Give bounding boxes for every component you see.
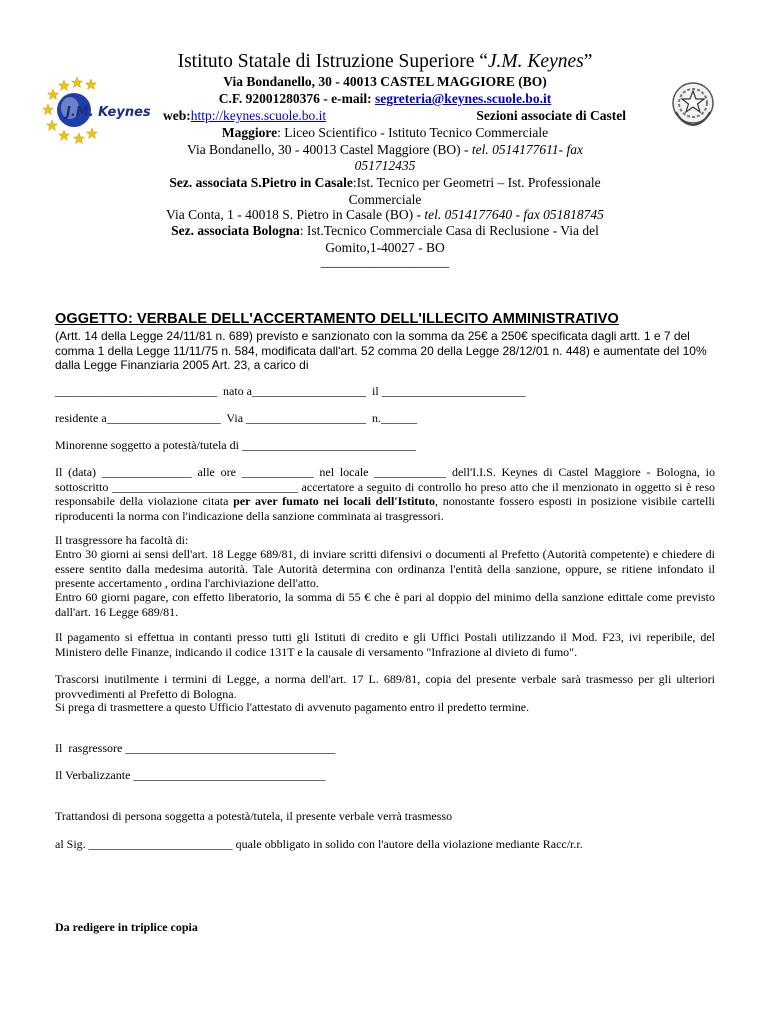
maggiore-address: Via Bondanello, 30 - 40013 Castel Maggiore (BO) - tel. 0514177611- fax <box>187 142 583 157</box>
copies-note: Da redigere in triplice copia <box>55 920 198 934</box>
subject-heading: OGGETTO: VERBALE DELL'ACCERTAMENTO DELL'ILLECITO AMMINISTRATIVO <box>55 311 619 327</box>
payment-paragraph: Il pagamento si effettua in contanti presso tutti gli Istituti di credito e gli Uffici Postali utilizzando il Mod. F23, ivi reperibile, del Ministero delle Finanze, indicando il codice 131T e la causale di versamento "Infrazione al divieto di fumo". <box>55 630 715 659</box>
rights-paragraph-2: Entro 60 giorni pagare, con effetto liberatorio, la somma di 55 € che è pari al doppio del minimo della sanzione edittale come previsto dall'art. 16 Legge 689/81. <box>55 590 715 619</box>
pietro-line-2: Commerciale <box>348 192 422 207</box>
sezioni-label: Sezioni associate di Castel <box>476 108 626 123</box>
maggiore-line: Maggiore: Liceo Scientifico - Istituto Tecnico Commerciale <box>221 125 549 140</box>
rights-paragraph-1: Entro 30 giorni ai sensi dell'art. 18 Legge 689/81, di inviare scritti difensivi o documenti al Prefetto (Autorità competente) e chiedere di essere sentito dalla medesima autorità. Tale Autorità determina con ordinanza l'entità della sanzione, oppure, se ritiene infondato il presente accertamento , ordina l'archiviazione dell'atto. <box>55 547 715 590</box>
offender-signature-line: Il rasgressore ___________________________________ <box>55 741 336 755</box>
institute-address: Via Bondanello, 30 - 40013 CASTEL MAGGIORE (BO) <box>223 74 547 89</box>
institute-cf-email: C.F. 92001280376 - e-mail: segreteria@keynes.scuole.bo.it <box>218 91 552 106</box>
institute-title: Istituto Statale di Istruzione Superiore “J.M. Keynes” <box>177 51 593 72</box>
republic-emblem-icon <box>670 78 716 128</box>
report-paragraph: Il (data) _______________ alle ore ____________ nel locale ____________ dell'I.I.S. Keynes di Castel Maggiore - Bologna, io sottoscritto _______________________________ accertatore a seguito di controllo ho preso atto che il menzionato in oggetto si è reso responsabile della violazione citata per aver fumato nei locali dell'Istituto, nonostante fossero esposti in posizione visibile cartelli riproducenti la norma con l'indicazione della sanzione comminata ai trasgressori. <box>55 465 715 523</box>
guardian-recipient-line: al Sig. ________________________ quale obbligato in solido con l'autore della violazione mediante Racc/r.r. <box>55 837 583 851</box>
terms-paragraph: Trascorsi inutilmente i termini di Legge, a norma dell'art. 17 L. 689/81, copia del presente verbale sarà trasmesso per gli ulteriori provvedimenti al Prefetto di Bologna. <box>55 672 715 701</box>
logo-text: J.M. Keynes <box>66 105 151 120</box>
email-link[interactable]: segreteria@keynes.scuole.bo.it <box>375 91 552 106</box>
web-link[interactable]: http://keynes.scuole.bo.it <box>190 108 327 123</box>
legal-intro: (Artt. 14 della Legge 24/11/81 n. 689) previsto e sanzionato con la somma da 25€ a 250€ specificata dagli artt. 1 e 7 del comma 1 della Legge 11/11/75 n. 584, modificata dall'art. 52 comma 20 della Legge 28/12/01 n. 448) e aumentate del 10% dalla Legge Finanziaria 2005 Art. 23, a carico di <box>55 329 707 372</box>
bologna-line-2: Gomito,1-40027 - BO <box>325 240 445 255</box>
attestation-paragraph: Si prega di trasmettere a questo Ufficio l'attestato di avvenuto pagamento entro il predetto termine. <box>55 700 530 714</box>
keynes-logo <box>44 76 151 146</box>
guardian-notice: Trattandosi di persona soggetta a potestà/tutela, il presente verbale verrà trasmesso <box>55 809 453 823</box>
offender-name-line: ___________________________ nato a___________________ il ________________________ <box>55 384 526 398</box>
bologna-line: Sez. associata Bologna: Ist.Tecnico Commerciale Casa di Reclusione - Via del <box>171 223 599 238</box>
pietro-address: Via Conta, 1 - 40018 S. Pietro in Casale (BO) - tel. 0514177640 - fax 051818745 <box>166 207 604 222</box>
guardian-line: Minorenne soggetto a potestà/tutela di _____________________________ <box>55 438 416 452</box>
web-line: web:http://keynes.scuole.bo.it Sezioni associate di Castel <box>163 108 626 123</box>
pietro-line: Sez. associata S.Pietro in Casale:Ist. Tecnico per Geometri – Ist. Professionale <box>169 175 601 190</box>
rights-title: Il trasgressore ha facoltà di: <box>55 533 189 547</box>
officer-signature-line: Il Verbalizzante ________________________________ <box>55 768 326 782</box>
maggiore-fax: 051712435 <box>354 158 416 173</box>
header-separator: ___________________ <box>320 254 450 269</box>
residence-line: residente a___________________ Via ____________________ n.______ <box>55 411 418 425</box>
